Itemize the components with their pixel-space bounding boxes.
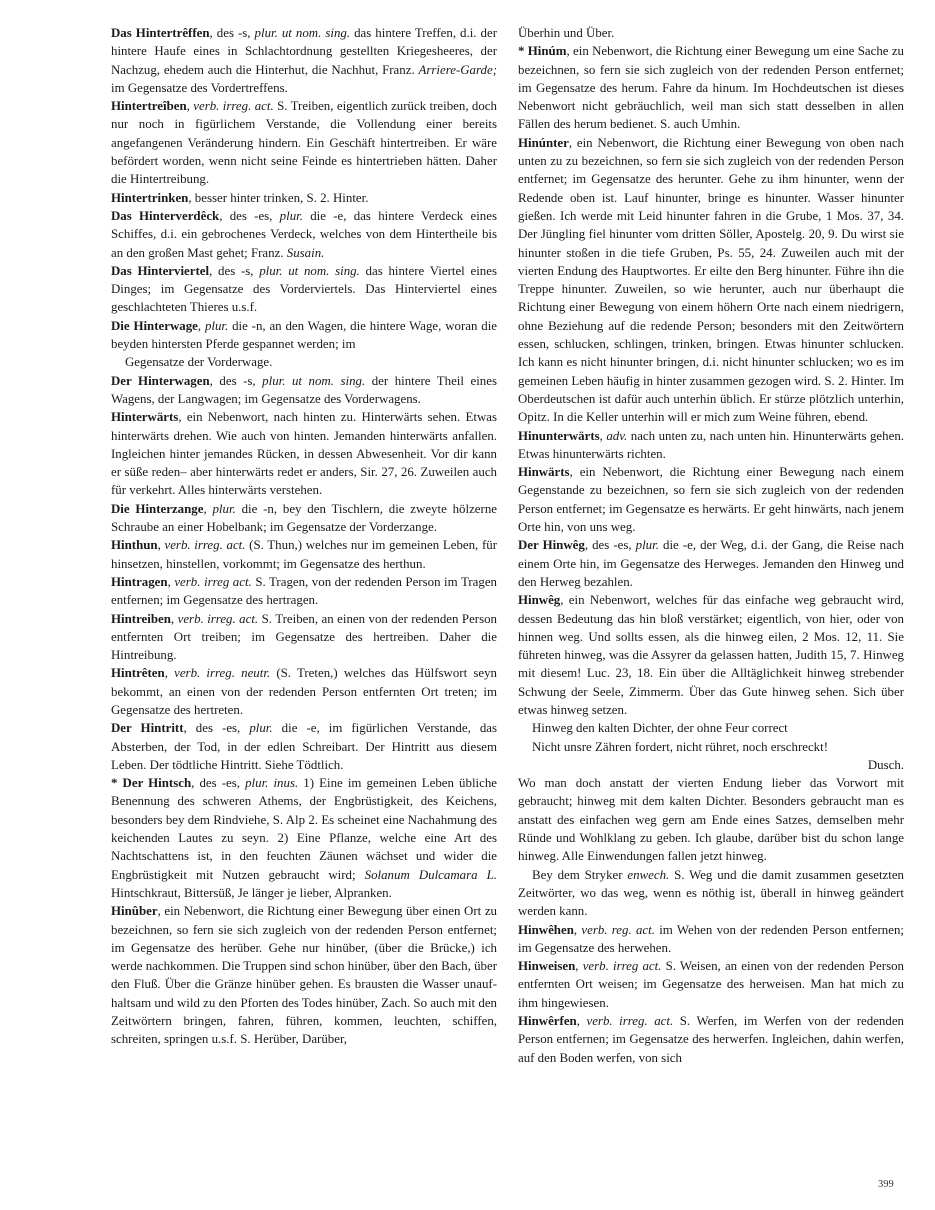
entry-headword: Hinweisen — [518, 959, 576, 974]
verse-quote: Nicht unsre Zähren fordert, nicht rühret, noch erschreckt! — [532, 739, 828, 754]
dictionary-entry: Der Hinterwagen, des -s, plur. ut nom. sing. der hintere Theil eines Wagens, der Langwagen; im Gegensatze des Vorderwagens. — [111, 373, 497, 406]
right-column — [518, 24, 904, 1067]
entry-headword: Hinunterwärts — [518, 428, 600, 443]
dictionary-entry: Das Hintertrêffen, des -s, plur. ut nom. sing. das hintere Treffen, d.i. der hintere Haufe eines in Schlachtordnung gestellten Kriegesheeres, der Nachzug, ehedem auch die Hinterhut, die Nachhut, Franz. Arriere-Garde; im Gegensatze des Vordertreffens. — [111, 26, 498, 95]
dictionary-entry: Die Hinterzange, plur. die -n, bey den Tischlern, die zweyte hölzerne Schraube an einer Hobelbank; im Gegensatze der Vorderzange. — [111, 501, 497, 535]
entry-headword: Die Hinterwage — [111, 318, 198, 333]
grammar-note: plur. — [204, 318, 229, 333]
grammar-note: verb. irreg. act. — [177, 611, 259, 626]
dictionary-entry: Hinthun, verb. irreg. act. (S. Thun,) welches nur im gemeinen Leben, für hinsetzen, hinstellen, vorkommt; im Gegensatze des herthun. — [111, 538, 497, 571]
dictionary-entry: Hintertreîben, verb. irreg. act. S. Treiben, eigentlich zurück treiben, doch nur noch in figürlichem Verstande, die Vollendung einer bereits angefangenen Veränderung hindern. Ein Geschäft hintertreiben. Er wäre befördert worden, wenn nicht seine Feinde es hintertrieben hätten. Daher die Hintertreibung. — [111, 99, 497, 187]
left-column — [111, 24, 497, 1049]
grammar-note: Solanum Dulcamara L. — [364, 867, 497, 882]
quote-attribution: Dusch. — [867, 757, 904, 772]
dictionary-entry: Hinweisen, verb. irreg act. S. Weisen, an einen von der redenden Person entfernten Ort weisen; im Gegensatze des herweisen. Man hat mich zu ihm hingewiesen. — [518, 959, 904, 1010]
grammar-note: verb. irreg. act. — [193, 99, 274, 114]
grammar-note: plur. — [212, 501, 236, 516]
dictionary-entry: Die Hinterwage, plur. die -n, an den Wagen, die hintere Wage, woran die beyden hintersten Pferde gespannet werden; im — [111, 318, 498, 352]
entry-headword: Hinwêrfen — [518, 1014, 577, 1029]
dictionary-entry: Hinúnter, ein Nebenwort, die Richtung einer Bewegung von oben nach unten zu zu bezeichnen, so fern sie sich zugleich von der redenden Person entfernet; im Gegensatze des herunter. Gehe zu ihm hinunter, wenn der Redende oben ist. Lauf hinunter, bringe es hinunter. Wasser hinunter gießen. Ich werde mit Leid hinunter fahren in die Grube, 1 Mos. 37, 34. Der Jüngling fiel hinunter vom dritten Söller, Apostelg. 20, 9. Du wirst sie hinunter stoßen in die tiefe Gruben, Ps. 55, 24. Zuweilen auch mit der vierten Endung des Hauptwortes. Er eilte den Berg hinunter. Führe ihn die Treppe hinunter. Zuweilen, so wie herunter, auch nur überhaupt die Richtung einer Bewegung von einem höhern Orte nach einem niedrigern, ohne Beziehung auf die redende Person; besonders mit den Zeitwörtern essen, schlucken, schlingen, trinken, bringen. Etwas hinunter schlucken. Ich kann es nicht hinunter bringen, d.i. nicht hinunter schlucken; wo es im gemeinen Leben häufig in hinter zusammen gezogen wird. S. 2. Hinter. Im Oberdeutschen ist dafür auch unterhin üblich. Er stürze plötzlich unterhin, Opitz. In die Keller unterhin will er mich zum Weine führen, ebend. — [518, 135, 904, 425]
dictionary-entry: Hinwêg, ein Nebenwort, welches für das einfache weg gebraucht wird, dessen Bedeutung das hin bloß verstärket; eigentlich, von hier, oder von hinnen weg. Und sollts essen, als die hinweg eilen, 2 Mos. 12, 11. Sie führeten hinweg, was die Assyrer da gelassen hatten, Judith 15, 7. Hinweg mit diesem! Luc. 23, 18. Ein über die Alltäglichkeit hinweg strebender Schwung der Seele, Zimmerm. Über das Gute hinweg sehen. Sich über etwas hinweg setzen. — [518, 593, 904, 717]
dictionary-entry: Hintragen, verb. irreg act. S. Tragen, von der redenden Person im Tragen entfernen; im Gegensatze des hertragen. — [111, 574, 497, 608]
indented-continuation: Gegensatze der Vorderwage. — [125, 355, 273, 370]
entry-headword: Hinthun — [111, 538, 158, 553]
dictionary-entry: Hintertrinken, besser hinter trinken, S. 2. Hinter. — [111, 190, 369, 205]
entry-headword: Hintreiben — [111, 611, 171, 626]
indented-paragraph: Bey dem Stryker enwech. S. Weg und die damit zusammen gesetzten Zeitwörter, wo das weg, wenn es nöthig ist, überall in hinweg geändert werden kann. — [518, 867, 904, 919]
entry-headword: Hintertrinken — [111, 190, 189, 205]
entry-headword: Hintragen — [111, 574, 168, 589]
dictionary-entry: Hintrêten, verb. irreg. neutr. (S. Treten,) welches das Hülfswort seyn bekommt, an einen von der redenden Person entfernten Ort treten; im Gegensatze des hertreten. — [111, 666, 497, 717]
grammar-note: verb. irreg act. — [174, 574, 252, 589]
dictionary-entry: Hinterwärts, ein Nebenwort, nach hinten zu. Hinterwärts sehen. Etwas hinterwärts drehen. Wie auch von hinten. Jemanden hinterwärts anfallen. Ingleichen hinter jemandes Rücken, in dessen Abwesenheit. Vor dir kann er süße reden– aber hinterwärts redet er anders, Sir. 27, 26. Zuweilen auch für verkehrt. Alles hinterwärts verstehen. — [111, 410, 497, 498]
entry-headword: Hinwêhen — [518, 922, 574, 937]
grammar-note: plur. — [279, 208, 303, 223]
entry-headword: * Hinúm — [518, 44, 567, 59]
grammar-note: enwech. — [627, 867, 670, 882]
dictionary-entry: Hinunterwärts, adv. nach unten zu, nach unten hin. Hinunterwärts gehen. Etwas hinunterwärts richten. — [518, 428, 904, 461]
grammar-note: Susain. — [286, 245, 325, 260]
entry-headword: Der Hinterwagen — [111, 373, 210, 388]
dictionary-entry: Hinwêhen, verb. reg. act. im Wehen von der redenden Person entfernen; im Gegensatze des herwehen. — [518, 922, 904, 955]
entry-headword: Das Hintertrêffen — [111, 26, 210, 40]
entry-headword: Das Hinterviertel — [111, 263, 210, 278]
page-number: 399 — [878, 1179, 894, 1190]
entry-headword: Der Hinwêg — [518, 538, 585, 553]
dictionary-entry: Hinûber, ein Nebenwort, die Richtung einer Bewegung über einen Ort zu bezeichnen, so fern sie sich zugleich von der redenden Person entfernet; im Gegensatze des herüber. Gehe nur hinüber, (über die Brücke,) ich werde nachkommen. Die Truppen sind schon hinüber, über den Bach, über den Fluß. Über die Gränze hinüber gehen. Es brausten die Wasser unaufhaltsam und wild zu den Pforten des Todes hinüber, Zach. So auch mit den Zeitwörtern bringen, fahren, führen, kommen, leuchten, schiffen, schreiten, springen u.s.f. S. Herüber, Darüber, — [111, 904, 497, 1047]
dictionary-entry: * Der Hintsch, des -es, plur. inus. 1) Eine im gemeinen Leben übliche Benennung des schweren Athems, der Engbrüstigkeit, des Keichens, besonders bey dem Rindviehe, S. Alp 2. Es scheinet eine Nachahmung des keichenden Lautes zu seyn. 2) Eine Pflanze, welche eine Art des Nachtschattens ist, in den feuchten Zäunen wächset und wider die Engbrüstigkeit mit Nutzen gebraucht wird; Solanum Dulcamara L. Hintschkraut, Bittersüß, Je länger je lieber, Alpranken. — [111, 776, 497, 900]
grammar-note: verb. irreg. neutr. — [174, 666, 271, 681]
entry-headword: Hinwêg — [518, 593, 561, 608]
entry-headword: Hinûber — [111, 904, 158, 919]
entry-headword: Hintrêten — [111, 666, 165, 681]
entry-headword: Hintertreîben — [111, 99, 187, 114]
grammar-note: verb. irreg. act. — [586, 1014, 674, 1029]
dictionary-entry: Hinwêrfen, verb. irreg. act. S. Werfen, im Werfen von der redenden Person entfernen; im Gegensatze des herwerfen. Ingleichen, dahin werfen, auf den Boden werfen, von sich — [518, 1014, 904, 1065]
dictionary-entry: * Hinúm, ein Nebenwort, die Richtung einer Bewegung um eine Sache zu bezeichnen, so fern sie sich zugleich von der redenden Person entfernet; im Gegensatze des herum. Fahre da hinum. Im Hochdeutschen ist dieses Nebenwort nicht gebräuchlich, weil man sich statt desselben in allen Fällen des herum bedienet. S. auch Umhin. — [518, 44, 904, 132]
grammar-note: plur. — [635, 538, 659, 553]
grammar-note: plur. ut nom. sing. — [259, 263, 360, 278]
dictionary-entry: Der Hinwêg, des -es, plur. die -e, der Weg, d.i. der Gang, die Reise nach einem Orte hin, im Gegensatze des Herweges. Jemanden den Hinweg und den Herweg bezahlen. — [518, 538, 905, 589]
entry-headword: Der Hintritt — [111, 721, 184, 736]
grammar-note: plur. ut nom. sing. — [262, 373, 366, 388]
verse-quote: Hinweg den kalten Dichter, der ohne Feur correct — [532, 721, 788, 736]
entry-headword: Das Hinterverdêck — [111, 208, 220, 223]
grammar-note: plur. ut nom. sing. — [254, 26, 351, 40]
entry-headword: Hinwärts — [518, 465, 570, 480]
dictionary-entry: Der Hintritt, des -es, plur. die -e, im figürlichen Verstande, das Absterben, der Tod, in der edlen Schreibart. Der Hintritt aus diesem Leben. Der tödtliche Hintritt. Siehe Tödtlich. — [111, 721, 498, 772]
dictionary-entry: Das Hinterverdêck, des -es, plur. die -e, das hintere Verdeck eines Schiffes, d.i. ein gebrochenes Verdeck, welches von dem Hintertheile bis an den großen Mast gehet; Franz. Susain. — [111, 208, 497, 260]
grammar-note: plur. — [249, 721, 273, 736]
grammar-note: verb. irreg act. — [582, 959, 662, 974]
grammar-note: verb. reg. act. — [581, 922, 655, 937]
grammar-note: plur. inus. — [245, 776, 299, 791]
grammar-note: adv. — [606, 428, 628, 443]
grammar-note: Arriere-Garde; — [418, 62, 497, 77]
entry-headword: Die Hinterzange — [111, 501, 204, 516]
continuation-text: Überhin und Über. — [518, 26, 615, 40]
entry-headword: Hinúnter — [518, 135, 569, 150]
grammar-note: verb. irreg. act. — [164, 538, 246, 553]
dictionary-entry: Das Hinterviertel, des -s, plur. ut nom. sing. das hintere Viertel eines Dinges; im Gegensatze des Vorderviertels. Das Hinterviertel eines geschlachteten Thieres u.s.f. — [111, 263, 497, 315]
dictionary-entry: Hinwärts, ein Nebenwort, die Richtung einer Bewegung nach einem Gegenstande zu bezeichnen, so fern sie sich zugleich von der redenden Person entfernet; im Gegensatze es herwärts. Er geht hinwärts, nach jenem Orte hin, von uns weg. — [518, 465, 904, 535]
dictionary-entry: Hintreiben, verb. irreg. act. S. Treiben, an einen von der redenden Person entfernten Ort treiben; im Gegensatze des hertreiben. Daher die Hintreibung. — [111, 611, 498, 663]
entry-headword: * Der Hintsch — [111, 776, 192, 791]
continuation-text: Wo man doch anstatt der vierten Endung lieber das Vorwort mit gebraucht; hinweg mit dem kalten Dichter. Besonders gebraucht man es anstatt des einfachen weg gern am Ende eines Satzes, demselben mehr Ründe und Wohlklang zu geben. Ich glaube, darüber bist du schon lange hinweg. Alle Einwendungen fallen jetzt hinweg. — [518, 776, 904, 864]
entry-headword: Hinterwärts — [111, 410, 179, 425]
